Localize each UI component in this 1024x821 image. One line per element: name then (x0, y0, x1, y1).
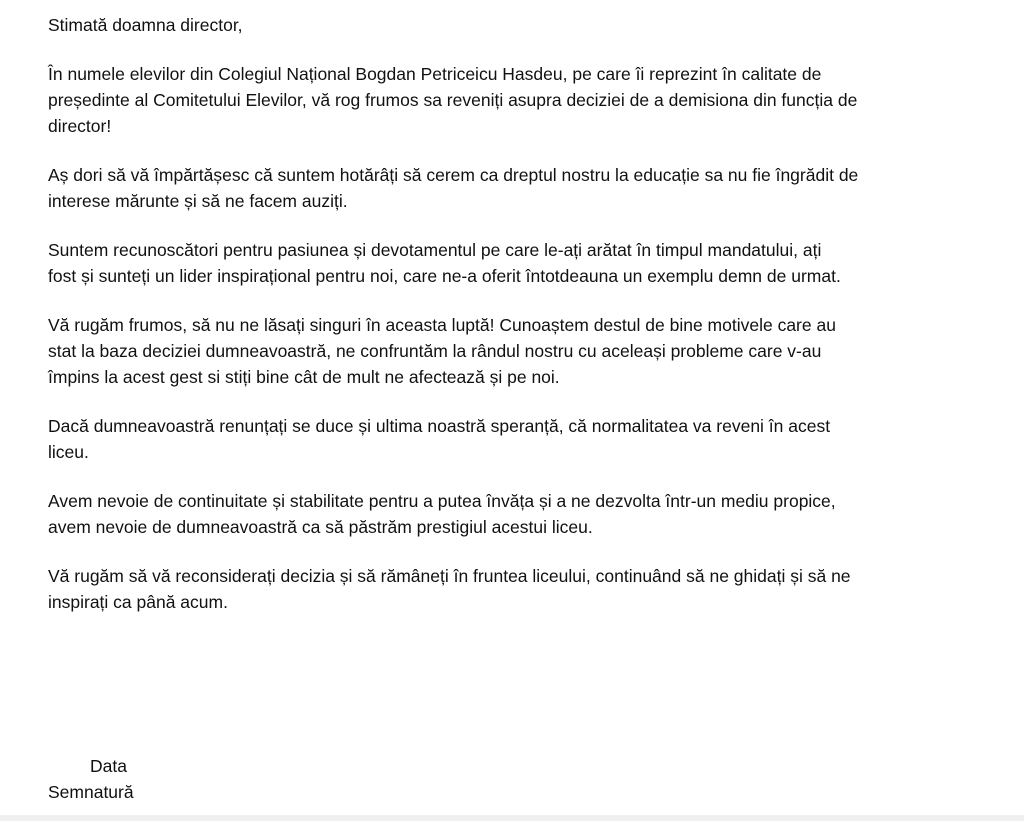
page-bottom-edge (0, 815, 1024, 821)
paragraph-line: avem nevoie de dumneavoastră ca să păstrăm prestigiul acestui liceu. (48, 517, 593, 537)
letter-body (48, 12, 948, 638)
paragraph-line: În numele elevilor din Colegiul Național Bogdan Petriceicu Hasdeu, pe care îi reprezint în calitate de (48, 64, 822, 84)
paragraph-line: inspirați ca până acum. (48, 592, 228, 612)
signature-block (48, 753, 348, 805)
paragraph-6 (48, 488, 948, 540)
paragraph-line: interese mărunte și să ne facem auziți. (48, 191, 348, 211)
greeting-line: Stimată doamna director, (48, 15, 243, 35)
paragraph-5 (48, 413, 948, 465)
paragraph-4 (48, 312, 948, 390)
greeting (48, 12, 948, 38)
paragraph-line: Avem nevoie de continuitate și stabilitate pentru a putea învăța și a ne dezvolta într-un mediu propice, (48, 491, 836, 511)
paragraph-line: Aș dori să vă împărtășesc că suntem hotărâți să cerem ca dreptul nostru la educație sa nu fie îngrădit de (48, 165, 859, 185)
paragraph-line: liceu. (48, 442, 89, 462)
paragraph-line: Suntem recunoscători pentru pasiunea și devotamentul pe care le-ați arătat în timpul mandatului, ați (48, 240, 822, 260)
paragraph-3 (48, 237, 948, 289)
paragraph-2 (48, 162, 948, 214)
paragraph-line: stat la baza deciziei dumneavoastră, ne confruntăm la rândul nostru cu aceleași probleme care v-au (48, 341, 822, 361)
paragraph-line: Vă rugăm frumos, să nu ne lăsați singuri în aceasta luptă! Cunoaștem destul de bine motivele care au (48, 315, 836, 335)
signature-label: Semnatură (48, 782, 134, 802)
paragraph-line: Dacă dumneavoastră renunțați se duce și ultima noastră speranță, că normalitatea va reveni în acest (48, 416, 831, 436)
paragraph-7 (48, 563, 948, 615)
paragraph-line: împins la acest gest si stiți bine cât de mult ne afectează și pe noi. (48, 367, 560, 387)
paragraph-line: Vă rugăm să vă reconsiderați decizia și să rămâneți în fruntea liceului, continuând să ne ghidați și să ne (48, 566, 851, 586)
paragraph-line: director! (48, 116, 112, 136)
date-label: Data (90, 756, 127, 776)
paragraph-line: președinte al Comitetului Elevilor, vă rog frumos sa reveniți asupra deciziei de a demisiona din funcția de (48, 90, 858, 110)
paragraph-1 (48, 61, 948, 139)
paragraph-line: fost și sunteți un lider inspirațional pentru noi, care ne-a oferit întotdeauna un exemplu demn de urmat. (48, 266, 841, 286)
